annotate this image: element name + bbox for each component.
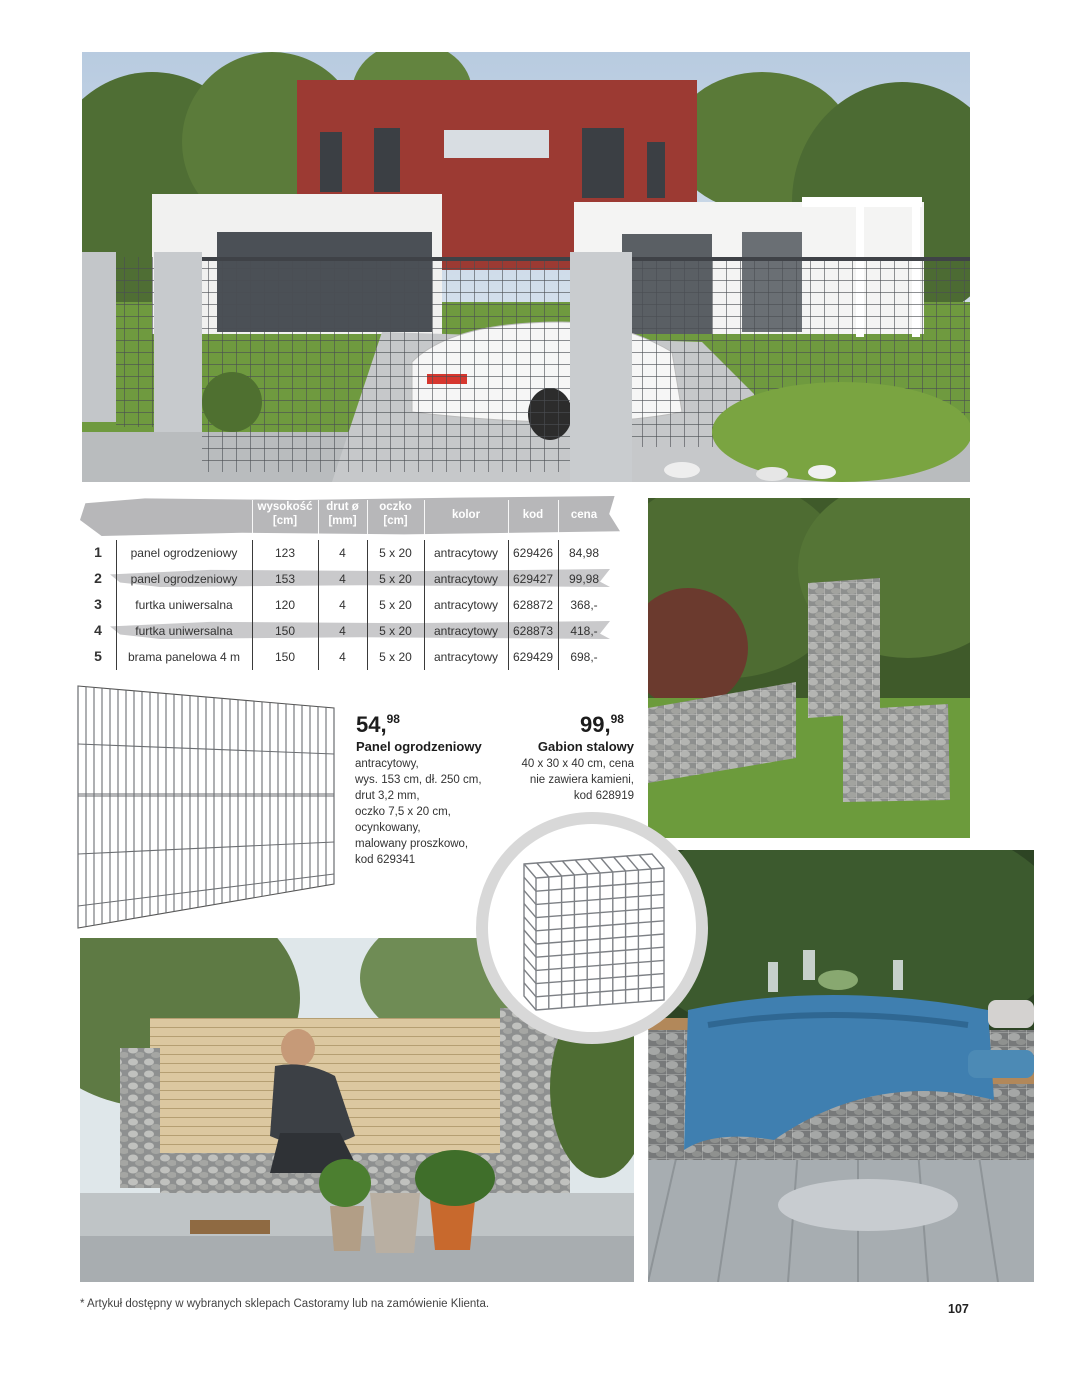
cell-kod: 629429: [512, 650, 554, 664]
footnote: * Artykuł dostępny w wybranych sklepach Castoramy lub na zamówienie Klienta.: [80, 1298, 490, 1310]
cell-oczko: 5 x 20: [379, 650, 412, 664]
cell-cena: 368,-: [570, 598, 598, 612]
cell-wysokosc: 150: [274, 650, 296, 664]
cell-cena: 698,-: [570, 650, 598, 664]
cell-num: 5: [94, 648, 102, 664]
header-wysokosc: wysokość [cm]: [257, 501, 313, 527]
cell-num: 4: [94, 622, 102, 638]
cell-oczko: 5 x 20: [379, 598, 412, 612]
cell-kolor: antracytowy: [433, 546, 499, 560]
cell-wysokosc: 153: [274, 572, 296, 586]
cell-kolor: antracytowy: [433, 572, 499, 586]
gabion-product-circle: [476, 812, 708, 1044]
table-body: [80, 540, 620, 670]
table-row: [80, 592, 620, 618]
panel-name: Panel ogrodzeniowy: [356, 739, 482, 754]
cell-name: panel ogrodzeniowy: [130, 546, 238, 560]
cell-kod: 628873: [512, 624, 554, 638]
table-row: [80, 566, 620, 592]
cell-name: furtka uniwersalna: [135, 624, 233, 638]
cell-kolor: antracytowy: [433, 598, 499, 612]
cell-name: panel ogrodzeniowy: [130, 572, 238, 586]
cell-kolor: antracytowy: [433, 650, 499, 664]
gabion-description: 40 x 30 x 40 cm, cena nie zawiera kamieni, kod 628919: [521, 758, 634, 802]
cell-name: brama panelowa 4 m: [127, 650, 241, 664]
cell-cena: 99,98: [568, 572, 600, 586]
cell-kolor: antracytowy: [433, 624, 499, 638]
gabion-price: 99,98: [580, 712, 624, 737]
table-row: [80, 644, 620, 670]
cell-cena: 84,98: [568, 546, 600, 560]
header-oczko: oczko [cm]: [379, 501, 412, 527]
cell-num: 1: [94, 544, 102, 560]
cell-drut: 4: [339, 572, 346, 586]
header-kolor: kolor: [451, 509, 481, 521]
cell-kod: 628872: [512, 598, 554, 612]
gabion-name: Gabion stalowy: [537, 739, 634, 754]
house-fence-photo: [82, 52, 970, 482]
table-header: [80, 494, 620, 540]
cell-kod: 629427: [512, 572, 554, 586]
header-cena: cena: [570, 509, 598, 521]
fence-panel-illustration: [76, 684, 338, 930]
cell-drut: 4: [339, 650, 346, 664]
cell-cena: 418,-: [570, 624, 598, 638]
panel-description: antracytowy, wys. 153 cm, dł. 250 cm, drut 3,2 mm, oczko 7,5 x 20 cm, ocynkowany, malowany proszkowo, kod 629341: [355, 758, 482, 866]
cell-oczko: 5 x 20: [379, 546, 412, 560]
cell-oczko: 5 x 20: [379, 572, 412, 586]
cell-wysokosc: 120: [274, 598, 296, 612]
cell-kod: 629426: [512, 546, 554, 560]
gabion-cage-illustration: [488, 824, 696, 1032]
cell-name: furtka uniwersalna: [135, 598, 233, 612]
cell-num: 3: [94, 596, 102, 612]
header-drut: drut ø [mm]: [326, 501, 359, 527]
cell-drut: 4: [339, 546, 346, 560]
cell-wysokosc: 123: [274, 546, 296, 560]
cell-drut: 4: [339, 598, 346, 612]
product-spec-table: [80, 494, 620, 670]
panel-price: 54,98: [356, 712, 400, 737]
gabion-garden-photo: [648, 498, 970, 838]
table-row: [80, 540, 620, 566]
page-number: 107: [948, 1302, 969, 1316]
header-kod: kod: [522, 509, 544, 521]
cell-drut: 4: [339, 624, 346, 638]
cell-num: 2: [94, 570, 102, 586]
cell-wysokosc: 150: [274, 624, 296, 638]
cell-oczko: 5 x 20: [379, 624, 412, 638]
table-row: [80, 618, 620, 644]
